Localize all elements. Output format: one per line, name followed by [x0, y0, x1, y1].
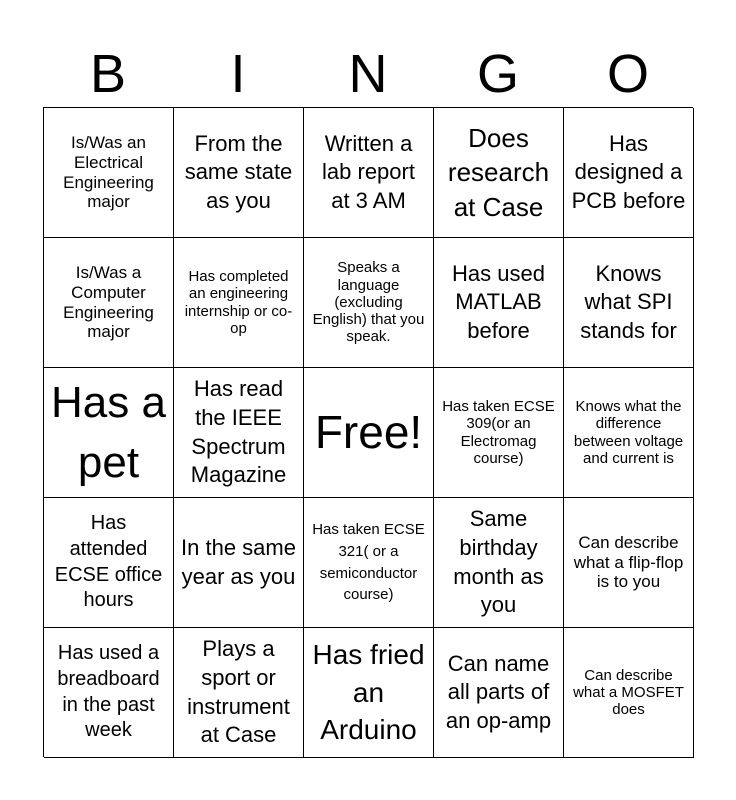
header-letter-o: O — [606, 44, 649, 104]
cell-text: Can name all parts of an op-amp — [445, 650, 552, 733]
cell-text: Does research at Case — [447, 123, 550, 222]
bingo-cell-i3[interactable] — [174, 368, 304, 498]
header-letter-i: I — [230, 44, 246, 104]
bingo-cell-n5[interactable] — [304, 628, 434, 758]
header-letter-b: B — [89, 44, 127, 104]
bingo-cell-g4[interactable] — [434, 498, 564, 628]
cell-text: Has fried an Arduino — [312, 638, 425, 746]
bingo-cell-i1[interactable] — [174, 108, 304, 238]
cell-text: Speaks a language (excluding English) that you speak. — [312, 259, 425, 346]
cell-text: Knows what the difference between voltage and current is — [573, 398, 684, 467]
bingo-cell-free[interactable] — [304, 368, 434, 498]
cell-text: Has a pet — [51, 378, 166, 487]
bingo-cell-i4[interactable] — [174, 498, 304, 628]
cell-text: In the same year as you — [181, 534, 296, 589]
cell-text: Is/Was a Computer Engineering major — [63, 263, 154, 342]
bingo-cell-n2[interactable] — [304, 238, 434, 368]
bingo-cell-b1[interactable] — [44, 108, 174, 238]
cell-text: Knows what SPI stands for — [580, 260, 677, 343]
bingo-cell-b2[interactable] — [44, 238, 174, 368]
bingo-board — [43, 107, 693, 757]
cell-text: Can describe what a MOSFET does — [573, 666, 684, 719]
cell-text: Can describe what a flip-flop is to you — [573, 533, 684, 592]
bingo-cell-b4[interactable] — [44, 498, 174, 628]
cell-text: Has read the IEEE Spectrum Magazine — [190, 376, 287, 488]
bingo-cell-i2[interactable] — [174, 238, 304, 368]
free-space-text: Free! — [314, 406, 423, 459]
cell-text: Has completed an engineering internship or co-op — [184, 268, 293, 337]
cell-text: Same birthday month as you — [453, 506, 544, 618]
cell-text: Has designed a PCB before — [571, 130, 686, 213]
cell-text: Has attended ECSE office hours — [54, 512, 163, 612]
cell-text: Has used a breadboard in the past week — [57, 642, 160, 742]
bingo-cell-o1[interactable] — [564, 108, 694, 238]
header-letter-g: G — [476, 44, 519, 104]
bingo-cell-g3[interactable] — [434, 368, 564, 498]
bingo-cell-o4[interactable] — [564, 498, 694, 628]
cell-text: Written a lab report at 3 AM — [322, 130, 415, 213]
cell-text: Plays a sport or instrument at Case — [187, 636, 290, 748]
bingo-cell-b5[interactable] — [44, 628, 174, 758]
bingo-cell-g2[interactable] — [434, 238, 564, 368]
cell-text: Has used MATLAB before — [452, 260, 545, 343]
cell-text: Is/Was an Electrical Engineering major — [63, 133, 154, 212]
header-letter-n: N — [348, 44, 388, 104]
bingo-cell-o2[interactable] — [564, 238, 694, 368]
bingo-cell-g5[interactable] — [434, 628, 564, 758]
bingo-cell-n4[interactable] — [304, 498, 434, 628]
bingo-cell-g1[interactable] — [434, 108, 564, 238]
bingo-header — [43, 40, 693, 108]
bingo-cell-n1[interactable] — [304, 108, 434, 238]
bingo-cell-b3[interactable] — [44, 368, 174, 498]
bingo-cell-i5[interactable] — [174, 628, 304, 758]
bingo-cell-o5[interactable] — [564, 628, 694, 758]
cell-text: Has taken ECSE 321( or a semiconductor course) — [312, 521, 425, 604]
cell-text: From the same state as you — [184, 130, 293, 213]
cell-text: Has taken ECSE 309(or an Electromag course) — [442, 398, 555, 467]
bingo-cell-o3[interactable] — [564, 368, 694, 498]
